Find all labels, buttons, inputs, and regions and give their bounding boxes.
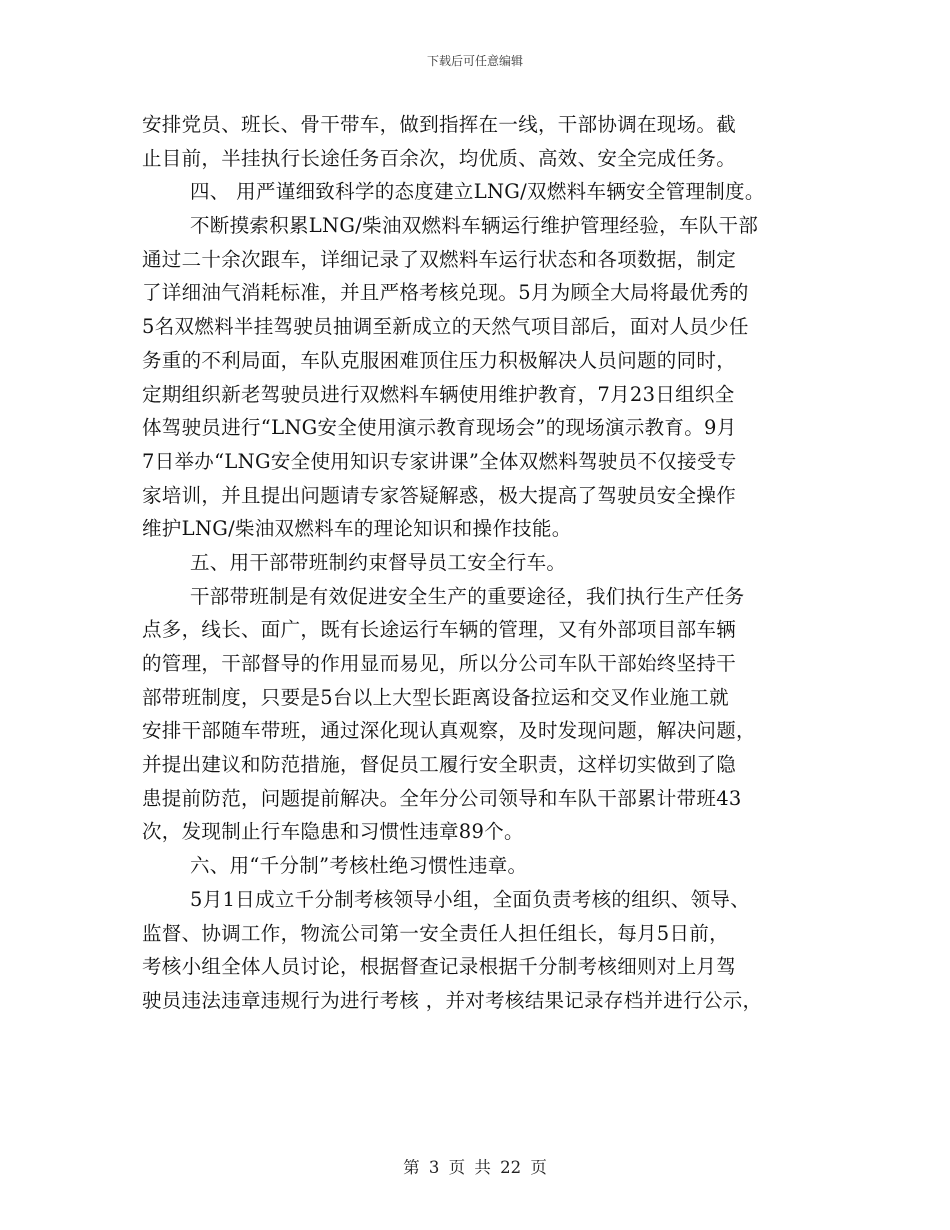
- text-line: 安排党员、班长、骨干带车，做到指挥在一线，干部协调在现场。截: [142, 113, 737, 136]
- text-line: 次，发现制止行车隐患和习惯性违章89个。: [142, 820, 524, 844]
- text-line: 5月1日成立千分制考核领导小组，全面负责考核的组织、领导、: [190, 887, 751, 911]
- document-body: [142, 108, 822, 1018]
- text-line: 干部带班制是有效促进安全生产的重要途径，我们执行生产任务: [190, 584, 745, 608]
- text-line: 通过二十余次跟车，详细记录了双燃料车运行状态和各项数据，制定: [142, 247, 737, 271]
- text-line: 考核小组全体人员讨论，根据督查记录根据千分制考核细则对上月驾: [142, 955, 737, 979]
- text-line: 定期组织新老驾驶员进行双燃料车辆使用维护教育，7月23日组织全: [142, 382, 735, 406]
- text-line: 5名双燃料半挂驾驶员抽调至新成立的天然气项目部后，面对人员少任: [142, 315, 749, 339]
- text-line: 了详细油气消耗标准，并且严格考核兑现。5月为顾全大局将最优秀的: [142, 281, 749, 305]
- text-line: 部带班制度，只要是5台以上大型长距离设备拉运和交叉作业施工就: [142, 685, 729, 709]
- page-footer: 第 3 页 共 22 页: [403, 1158, 547, 1177]
- text-line: 家培训，并且提出问题请专家答疑解惑，极大提高了驾驶员安全操作: [142, 483, 737, 507]
- text-line: 点多，线长、面广，既有长途运行车辆的管理，又有外部项目部车辆: [142, 618, 737, 642]
- text-line: 并提出建议和防范措施，督促员工履行安全职责，这样切实做到了隐: [142, 753, 737, 777]
- text-line: 的管理，干部督导的作用显而易见，所以分公司车队干部始终坚持干: [142, 652, 737, 675]
- text-line: 驶员违法违章违规行为进行考核 ，并对考核结果记录存档并进行公示，: [142, 988, 763, 1012]
- text-line: 不断摸索积累LNG/柴油双燃料车辆运行维护管理经验，车队干部: [190, 214, 759, 238]
- section-heading: 六、用“千分制”考核杜绝习惯性违章。: [190, 854, 528, 878]
- text-line: 止目前，半挂执行长途任务百余次，均优质、高效、安全完成任务。: [142, 146, 737, 170]
- text-line: 监督、协调工作，物流公司第一安全责任人担任组长，每月5日前，: [142, 921, 729, 945]
- text-line: 安排干部随车带班，通过深化现认真观察，及时发现问题，解决问题，: [142, 719, 756, 743]
- section-heading: 四、 用严谨细致科学的态度建立LNG/双燃料车辆安全管理制度。: [190, 180, 765, 204]
- text-line: 务重的不利局面，车队克服困难顶住压力积极解决人员问题的同时，: [142, 348, 737, 372]
- text-line: 患提前防范，问题提前解决。全年分公司领导和车队干部累计带班43: [142, 786, 742, 810]
- page-header: 下载后可任意编辑: [426, 54, 523, 68]
- text-line: 维护LNG/柴油双燃料车的理论知识和操作技能。: [142, 517, 572, 541]
- text-line: 体驾驶员进行“LNG安全使用演示教育现场会”的现场演示教育。9月: [142, 416, 737, 440]
- section-heading: 五、用干部带班制约束督导员工安全行车。: [190, 550, 567, 574]
- text-line: 7日举办“LNG安全使用知识专家讲课”全体双燃料驾驶员不仅接受专: [142, 449, 737, 473]
